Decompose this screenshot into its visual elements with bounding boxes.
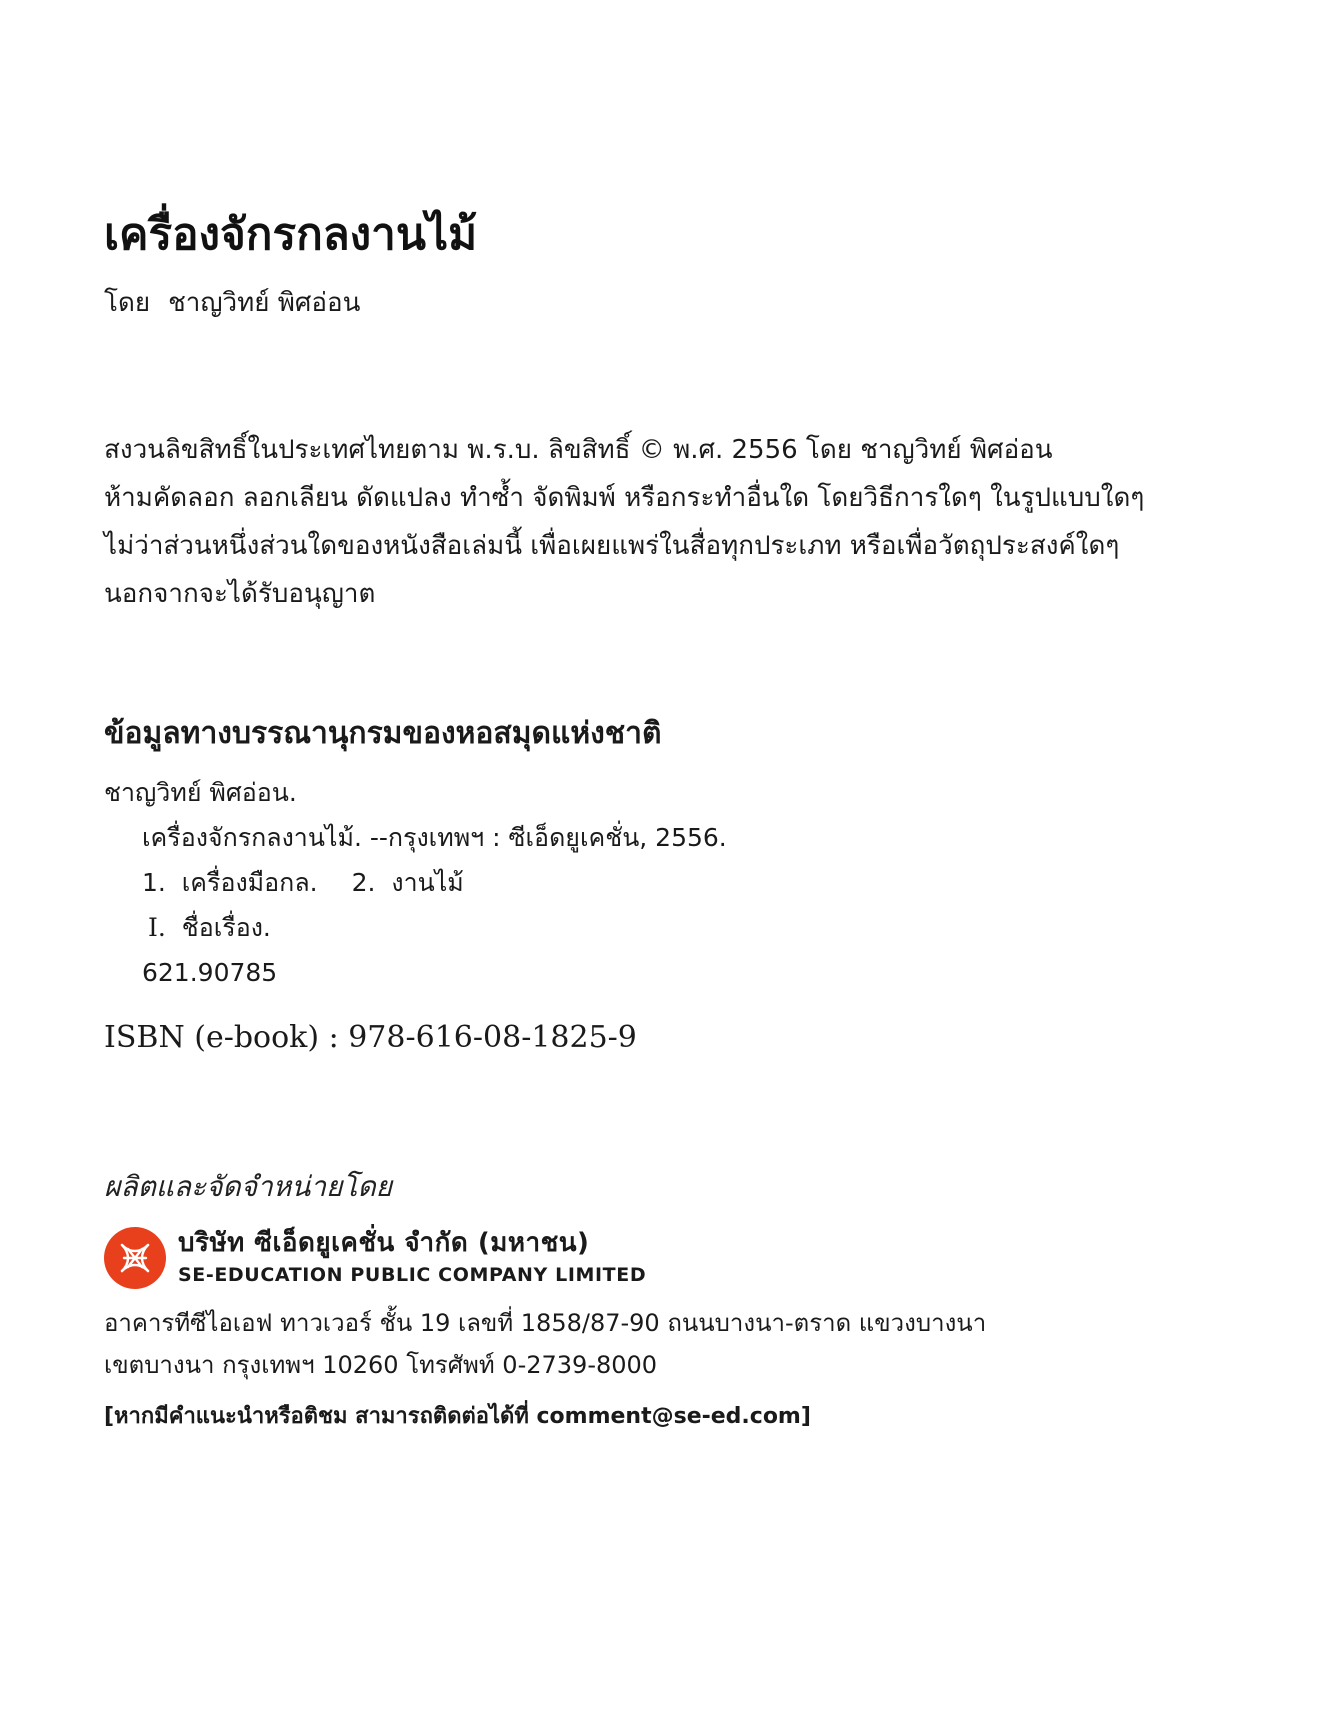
cip-heading: ข้อมูลทางบรรณานุกรมของหอสมุดแห่งชาติ xyxy=(104,716,662,751)
copyright-line: สงวนลิขสิทธิ์ในประเทศไทยตาม พ.ร.บ. ลิขสิทธิ์ © พ.ศ. 2556 โดย ชาญวิทย์ พิศอ่อน xyxy=(104,435,1053,465)
book-title: เครื่องจักรกลงานไม้ xyxy=(104,209,478,260)
cip-subjects xyxy=(104,860,727,905)
address-line: อาคารทีซีไอเอฟ ทาวเวอร์ ชั้น 19 เลขที่ 1858/87-90 ถนนบางนา-ตราด แขวงบางนา xyxy=(104,1309,987,1337)
cip-author: ชาญวิทย์ พิศอ่อน. xyxy=(104,778,297,807)
copyright-line: ไม่ว่าส่วนหนึ่งส่วนใดของหนังสือเล่มนี้ เพื่อเผยแพร่ในสื่อทุกประเภท หรือเพื่อวัตถุประสงค์ใดๆ xyxy=(104,531,1120,561)
cip-classification: 621.90785 xyxy=(142,958,278,987)
feedback-contact: [หากมีคำแนะนำหรือติชม สามารถติดต่อได้ที่ comment@se-ed.com] xyxy=(104,1404,811,1429)
copyright-line: ห้ามคัดลอก ลอกเลียน ดัดแปลง ทำซ้ำ จัดพิมพ์ หรือกระทำอื่นใด โดยวิธีการใดๆ ในรูปแบบใดๆ xyxy=(104,483,1145,513)
se-ed-logo-icon xyxy=(104,1227,166,1289)
se-ed-logo-mark xyxy=(104,1227,166,1289)
cip-subject-label: งานไม้ xyxy=(391,868,464,897)
copyright-notice xyxy=(104,426,1144,618)
cip-added-entry xyxy=(104,905,727,950)
cip-subject-number: 2. xyxy=(351,868,376,897)
publisher-address xyxy=(104,1302,986,1386)
cip-added-entry-number: I. xyxy=(148,913,166,942)
publisher-name-thai: บริษัท ซีเอ็ดยูเคชั่น จำกัด (มหาชน) xyxy=(178,1228,590,1258)
isbn: ISBN (e-book) : 978-616-08-1825-9 xyxy=(104,1020,637,1055)
cip-title-line: เครื่องจักรกลงานไม้. --กรุงเทพฯ : ซีเอ็ดยูเคชั่น, 2556. xyxy=(142,823,727,852)
cip-added-entry-label: ชื่อเรื่อง. xyxy=(181,913,271,942)
copyright-line: นอกจากจะได้รับอนุญาต xyxy=(104,579,376,609)
author-byline xyxy=(104,284,360,322)
publisher-name-english: SE-EDUCATION PUBLIC COMPANY LIMITED xyxy=(178,1264,647,1286)
publisher-heading: ผลิตและจัดจำหน่ายโดย xyxy=(104,1170,393,1203)
cip-subject-label: เครื่องมือกล. xyxy=(181,868,318,897)
address-line: เขตบางนา กรุงเทพฯ 10260 โทรศัพท์ 0-2739-8000 xyxy=(104,1351,658,1379)
byline-author: ชาญวิทย์ พิศอ่อน xyxy=(168,288,361,318)
cip-subject-number: 1. xyxy=(142,868,166,897)
byline-prefix: โดย xyxy=(104,288,151,318)
cip-record xyxy=(104,770,727,995)
